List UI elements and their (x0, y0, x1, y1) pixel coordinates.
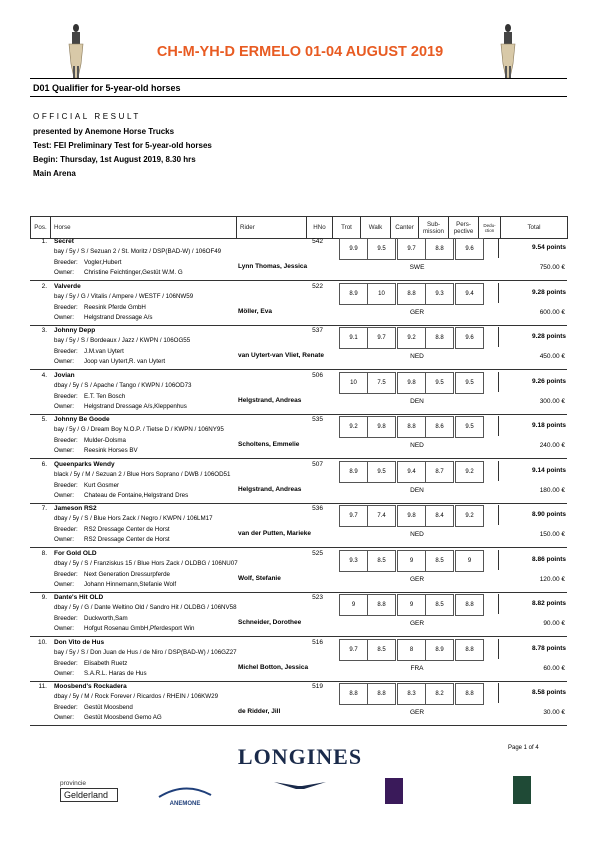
horse-name: Don Vito de Hus (54, 638, 105, 646)
breeder-label: Breeder: (54, 303, 78, 311)
result-position: 8. (41, 549, 47, 557)
breeder-label: Breeder: (54, 481, 78, 489)
owner-label: Owner: (54, 714, 74, 721)
owner-name: Chateau de Fontaine,Helgstrand Dres (84, 491, 189, 499)
longines-logo (230, 744, 370, 780)
score-box: 9.6 (455, 238, 484, 260)
score-box: 9.2 (455, 461, 484, 483)
breeder-label: Breeder: (54, 526, 78, 533)
score-box: 8.8 (367, 594, 396, 616)
result-position: 2. (41, 282, 47, 290)
score-box: 9.2 (455, 505, 484, 527)
owner-line (54, 403, 187, 410)
horse-details: bay / 5y / G / Vitalis / Ampere / WESTF / 106NW59 (54, 292, 194, 300)
score-box: 9.9 (339, 238, 368, 260)
breeder-line (54, 571, 170, 578)
score-box: 9.5 (367, 461, 396, 483)
breeder-line (54, 704, 133, 711)
head-number: 506 (312, 371, 323, 379)
horse-rider-logo-left (64, 22, 88, 80)
owner-line (54, 492, 188, 499)
owner-label: Owner: (54, 580, 74, 588)
begin-time: Begin: Thursday, 1st August 2019, 8.30 hrs (33, 155, 196, 164)
prize-money: 750.00 € (539, 264, 565, 271)
horse-name: Johnny Depp (54, 327, 96, 334)
nation: GER (409, 709, 425, 716)
nation: GER (409, 308, 425, 316)
presented-by: presented by Anemone Horse Trucks (33, 127, 175, 136)
col-rider: Rider (237, 217, 307, 239)
result-position: 7. (41, 505, 47, 512)
score-box: 9 (455, 550, 484, 572)
horse-details: dbay / 5y / S / Franziskus 15 / Blue Hors Zack / OLDBG / 106NU07 (54, 559, 238, 567)
score-box: 9.3 (425, 283, 454, 305)
result-position: 11. (38, 683, 47, 690)
breeder-name: Next Generation Dressurpferde (84, 570, 170, 578)
score-box: 8 (397, 639, 426, 661)
breeder-name: E.T. Ten Bosch (84, 392, 126, 400)
total-score: 8.58 points (498, 683, 566, 703)
owner-name: S.A.R.L. Haras de Hus (84, 669, 147, 677)
total-score: 9.28 points (498, 283, 566, 303)
score-box: 9.2 (397, 327, 426, 349)
horse-name: Jovian (54, 371, 75, 379)
horse-details: dbay / 5y / S / Apache / Tango / KWPN / 106OD73 (54, 381, 192, 389)
total-score: 8.86 points (498, 550, 566, 570)
breeder-name: Duckworth,Sam (84, 615, 128, 622)
horse-details: bay / 5y / S / Bordeaux / Jazz / KWPN / 106OG55 (54, 337, 191, 344)
rider-name: Helgstrand, Andreas (238, 396, 302, 404)
total-score: 9.18 points (498, 416, 566, 436)
breeder-name: Kurt Gosmer (84, 481, 120, 489)
col-deduction: Dedu-ction (479, 217, 501, 239)
total-score: 9.26 points (498, 372, 566, 392)
score-box: 8.2 (425, 683, 454, 705)
score-box: 9.7 (397, 238, 426, 260)
header-rule-top (30, 78, 567, 79)
breeder-label: Breeder: (54, 704, 78, 711)
horse-name: Jameson RS2 (54, 505, 97, 512)
head-number: 507 (312, 460, 323, 468)
page-number: Page 1 of 4 (508, 745, 539, 751)
prize-money: 30.00 € (543, 709, 565, 716)
score-box: 9.4 (397, 461, 426, 483)
col-canter: Canter (391, 217, 419, 239)
score-box: 8.7 (425, 461, 454, 483)
owner-name: Helgstrand Dressage A/s,Kleppenhus (84, 402, 187, 410)
sponsor-crest-green-icon (513, 776, 531, 804)
score-box: 9.4 (455, 283, 484, 305)
owner-line (54, 314, 152, 321)
owner-line (54, 670, 147, 677)
breeder-label: Breeder: (54, 437, 78, 444)
head-number: 537 (312, 327, 323, 334)
col-horse: Horse (51, 217, 237, 239)
owner-label: Owner: (54, 313, 74, 321)
nation: DEN (410, 486, 424, 494)
score-box: 8.8 (455, 594, 484, 616)
horse-name: Valverde (54, 282, 81, 290)
score-box: 8.8 (425, 238, 454, 260)
event-title: CH-M-YH-D ERMELO 01-04 AUGUST 2019 (156, 44, 444, 60)
score-box: 9.3 (339, 550, 368, 572)
result-row (30, 548, 567, 593)
horse-details: dbay / 5y / G / Dante Weltino Old / Sandro Hit / OLDBG / 106NV58 (54, 604, 237, 611)
official-result-label: OFFICIAL RESULT (33, 112, 141, 121)
total-score: 8.90 points (498, 505, 566, 525)
head-number: 542 (312, 238, 323, 245)
col-perspective: Pers-pective (449, 217, 479, 239)
score-box: 9.5 (367, 238, 396, 260)
score-box: 8.6 (425, 416, 454, 438)
score-box: 9 (339, 594, 368, 616)
provincie-gelderland-logo (60, 780, 118, 802)
result-row (30, 236, 567, 281)
total-score: 9.54 points (498, 238, 566, 258)
score-box: 8.8 (339, 683, 368, 705)
owner-line (54, 447, 138, 454)
result-position: 9. (41, 594, 47, 601)
score-box: 9 (397, 594, 426, 616)
result-row (30, 325, 567, 370)
rider-name: van Uytert-van Vliet, Renate (238, 352, 324, 359)
breeder-name: RS2 Dressage Center de Horst (84, 526, 170, 533)
rider-name: Möller, Eva (238, 307, 272, 315)
nation: GER (409, 620, 425, 627)
score-box: 9.7 (339, 639, 368, 661)
score-box: 8.5 (367, 639, 396, 661)
rider-name: Schneider, Dorothee (238, 619, 302, 626)
breeder-label: Breeder: (54, 259, 78, 266)
breeder-name: Gestüt Moosbend (84, 704, 133, 711)
prize-money: 150.00 € (539, 531, 565, 538)
result-row (30, 681, 567, 726)
breeder-label: Breeder: (54, 615, 78, 622)
owner-label: Owner: (54, 625, 74, 632)
owner-line (54, 625, 194, 632)
breeder-label: Breeder: (54, 392, 78, 400)
horse-name: For Gold OLD (54, 549, 97, 557)
prize-money: 60.00 € (543, 664, 565, 672)
horse-name: Queenparks Wendy (54, 460, 115, 468)
owner-label: Owner: (54, 402, 74, 410)
breeder-line (54, 259, 122, 266)
class-title: D01 Qualifier for 5-year-old horses (33, 83, 181, 93)
score-box: 8.3 (397, 683, 426, 705)
nation: SWE (409, 264, 425, 271)
score-box: 7.5 (367, 372, 396, 394)
nation: GER (409, 575, 425, 583)
prize-money: 300.00 € (539, 397, 565, 405)
breeder-name: Vogler,Hubert (84, 259, 122, 266)
longines-wordmark: LONGINES (237, 744, 363, 769)
breeder-name: Mulder-Dolsma (84, 437, 126, 444)
owner-name: Reesink Horses BV (84, 447, 138, 454)
owner-name: RS2 Dressage Center de Horst (84, 536, 170, 543)
breeder-line (54, 482, 119, 489)
breeder-label: Breeder: (54, 659, 78, 667)
owner-line (54, 269, 183, 276)
horse-rider-logo-right (496, 22, 520, 80)
total-score: 8.82 points (498, 594, 566, 614)
owner-line (54, 358, 165, 365)
test-name: Test: FEI Preliminary Test for 5-year-old horses (33, 141, 212, 150)
rider-name: Lynn Thomas, Jessica (238, 263, 308, 270)
head-number: 523 (312, 594, 323, 601)
owner-line (54, 536, 170, 543)
owner-name: Christine Feichtinger,Gestüt W.M. G (84, 269, 183, 276)
prize-money: 120.00 € (539, 575, 565, 583)
score-box: 8.5 (425, 550, 454, 572)
result-row (30, 370, 567, 415)
rider-name: Wolf, Stefanie (238, 574, 281, 582)
owner-name: Hofgut Rosenau GmbH,Pferdesport Win (84, 625, 195, 632)
result-position: 5. (41, 416, 47, 423)
horse-details: dbay / 5y / M / Rock Forever / Ricardos / RHEIN / 106KW29 (54, 693, 219, 700)
score-box: 9.8 (397, 505, 426, 527)
horse-details: black / 5y / M / Sezuan 2 / Blue Hors Soprano / DWB / 106OD51 (54, 470, 231, 478)
score-box: 8.5 (425, 594, 454, 616)
nation: FRA (410, 664, 424, 672)
breeder-line (54, 660, 127, 667)
gelderland-label: Gelderland (60, 788, 118, 802)
breeder-line (54, 304, 146, 311)
result-row (30, 592, 567, 637)
breeder-line (54, 526, 170, 533)
score-box: 8.8 (367, 683, 396, 705)
breeder-line (54, 393, 125, 400)
owner-label: Owner: (54, 358, 74, 365)
head-number: 535 (312, 416, 323, 423)
anemone-wordmark: ANEMONE (169, 801, 201, 807)
head-number: 516 (312, 638, 323, 646)
score-box: 10 (367, 283, 396, 305)
nation: DEN (410, 397, 424, 405)
score-box: 9.1 (339, 327, 368, 349)
breeder-line (54, 348, 124, 355)
prize-money: 600.00 € (539, 308, 565, 316)
col-walk: Walk (361, 217, 391, 239)
owner-label: Owner: (54, 669, 74, 677)
score-box: 8.9 (339, 283, 368, 305)
owner-label: Owner: (54, 447, 74, 454)
header-rule-bottom (30, 96, 567, 97)
rider-name: Michel Botton, Jessica (238, 663, 309, 671)
horse-name: Moosbend's Rockadera (54, 683, 127, 690)
horse-details: bay / 5y / G / Dream Boy N.O.P. / Tietse D / KWPN / 106NY95 (54, 426, 224, 433)
col-hno: HNo (307, 217, 333, 239)
score-box: 9.7 (339, 505, 368, 527)
horse-details: bay / 5y / S / Don Juan de Hus / de Niro / DSP(BAD-W) / 106GZ27 (54, 648, 237, 656)
col-total: Total (501, 217, 568, 239)
rider-name: van der Putten, Marieke (238, 530, 311, 537)
score-box: 8.8 (425, 327, 454, 349)
head-number: 522 (312, 282, 323, 290)
owner-label: Owner: (54, 536, 74, 543)
score-box: 9.5 (425, 372, 454, 394)
horse-details: dbay / 5y / S / Blue Hors Zack / Negro / KWPN / 106LM17 (54, 515, 213, 522)
score-box: 8.5 (367, 550, 396, 572)
owner-name: Johann Hinnemann,Stefanie Wolf (84, 580, 177, 588)
prize-money: 450.00 € (539, 353, 565, 360)
score-box: 9.8 (367, 416, 396, 438)
rider-name: Helgstrand, Andreas (238, 485, 302, 493)
score-box: 8.8 (455, 683, 484, 705)
breeder-label: Breeder: (54, 348, 78, 355)
score-box: 8.8 (397, 283, 426, 305)
score-box: 9 (397, 550, 426, 572)
result-position: 1. (41, 238, 47, 245)
col-submission: Sub-mission (419, 217, 449, 239)
result-row (30, 637, 567, 682)
head-number: 525 (312, 549, 323, 557)
result-row (30, 281, 567, 326)
owner-name: Helgstrand Dressage A/s (84, 313, 153, 321)
owner-name: Joop van Uytert,R. van Uytert (84, 358, 166, 365)
result-row (30, 459, 567, 504)
col-trot: Trot (333, 217, 361, 239)
total-score: 8.78 points (498, 639, 566, 659)
horse-name: Johnny Be Goode (54, 416, 110, 423)
score-box: 8.8 (397, 416, 426, 438)
total-score: 9.14 points (498, 461, 566, 481)
breeder-label: Breeder: (54, 570, 78, 578)
head-number: 519 (312, 683, 323, 690)
provincie-label: provincie (60, 780, 87, 787)
horse-name: Secret (54, 238, 74, 245)
score-box: 9.8 (397, 372, 426, 394)
score-box: 7.4 (367, 505, 396, 527)
nation: NED (410, 442, 424, 449)
owner-line (54, 581, 176, 588)
rider-name: de Ridder, Jill (238, 708, 281, 715)
rider-name: Scholtens, Emmelie (238, 441, 300, 448)
owner-label: Owner: (54, 491, 74, 499)
anemone-logo (150, 785, 220, 807)
breeder-name: Elisabeth Ruetz (84, 659, 128, 667)
breeder-line (54, 437, 126, 444)
result-position: 3. (41, 327, 47, 334)
result-row (30, 414, 567, 459)
score-box: 9.6 (455, 327, 484, 349)
score-box: 10 (339, 372, 368, 394)
score-box: 9.5 (455, 372, 484, 394)
result-row (30, 503, 567, 548)
longines-wings-icon (230, 770, 370, 780)
horse-details: bay / 5y / S / Sezuan 2 / St. Moritz / DSP(BAD-W) / 106OF49 (54, 248, 222, 255)
score-box: 8.4 (425, 505, 454, 527)
score-box: 9.7 (367, 327, 396, 349)
breeder-name: Reesink Pferde GmbH (84, 303, 146, 311)
breeder-name: J.M.van Uytert (84, 348, 124, 355)
result-position: 4. (41, 371, 47, 379)
sponsor-crest-purple-icon (385, 778, 403, 804)
arena-name: Main Arena (33, 169, 76, 178)
col-pos: Pos. (31, 217, 51, 239)
total-score: 9.28 points (498, 327, 566, 347)
prize-money: 180.00 € (539, 486, 565, 494)
result-position: 6. (41, 460, 47, 468)
horse-name: Dante's Hit OLD (54, 594, 104, 601)
score-box: 9.5 (455, 416, 484, 438)
prize-money: 90.00 € (543, 620, 565, 627)
nation: NED (410, 531, 424, 538)
nation: NED (410, 353, 424, 360)
prize-money: 240.00 € (539, 442, 565, 449)
score-box: 8.8 (455, 639, 484, 661)
owner-line (54, 714, 162, 721)
score-box: 8.9 (425, 639, 454, 661)
anemone-swoosh-icon (155, 785, 215, 799)
score-box: 8.9 (339, 461, 368, 483)
head-number: 536 (312, 505, 323, 512)
breeder-line (54, 615, 128, 622)
result-position: 10. (37, 638, 47, 646)
owner-label: Owner: (54, 269, 74, 276)
owner-name: Gestüt Moosbend Gemo AG (84, 714, 162, 721)
score-box: 9.2 (339, 416, 368, 438)
